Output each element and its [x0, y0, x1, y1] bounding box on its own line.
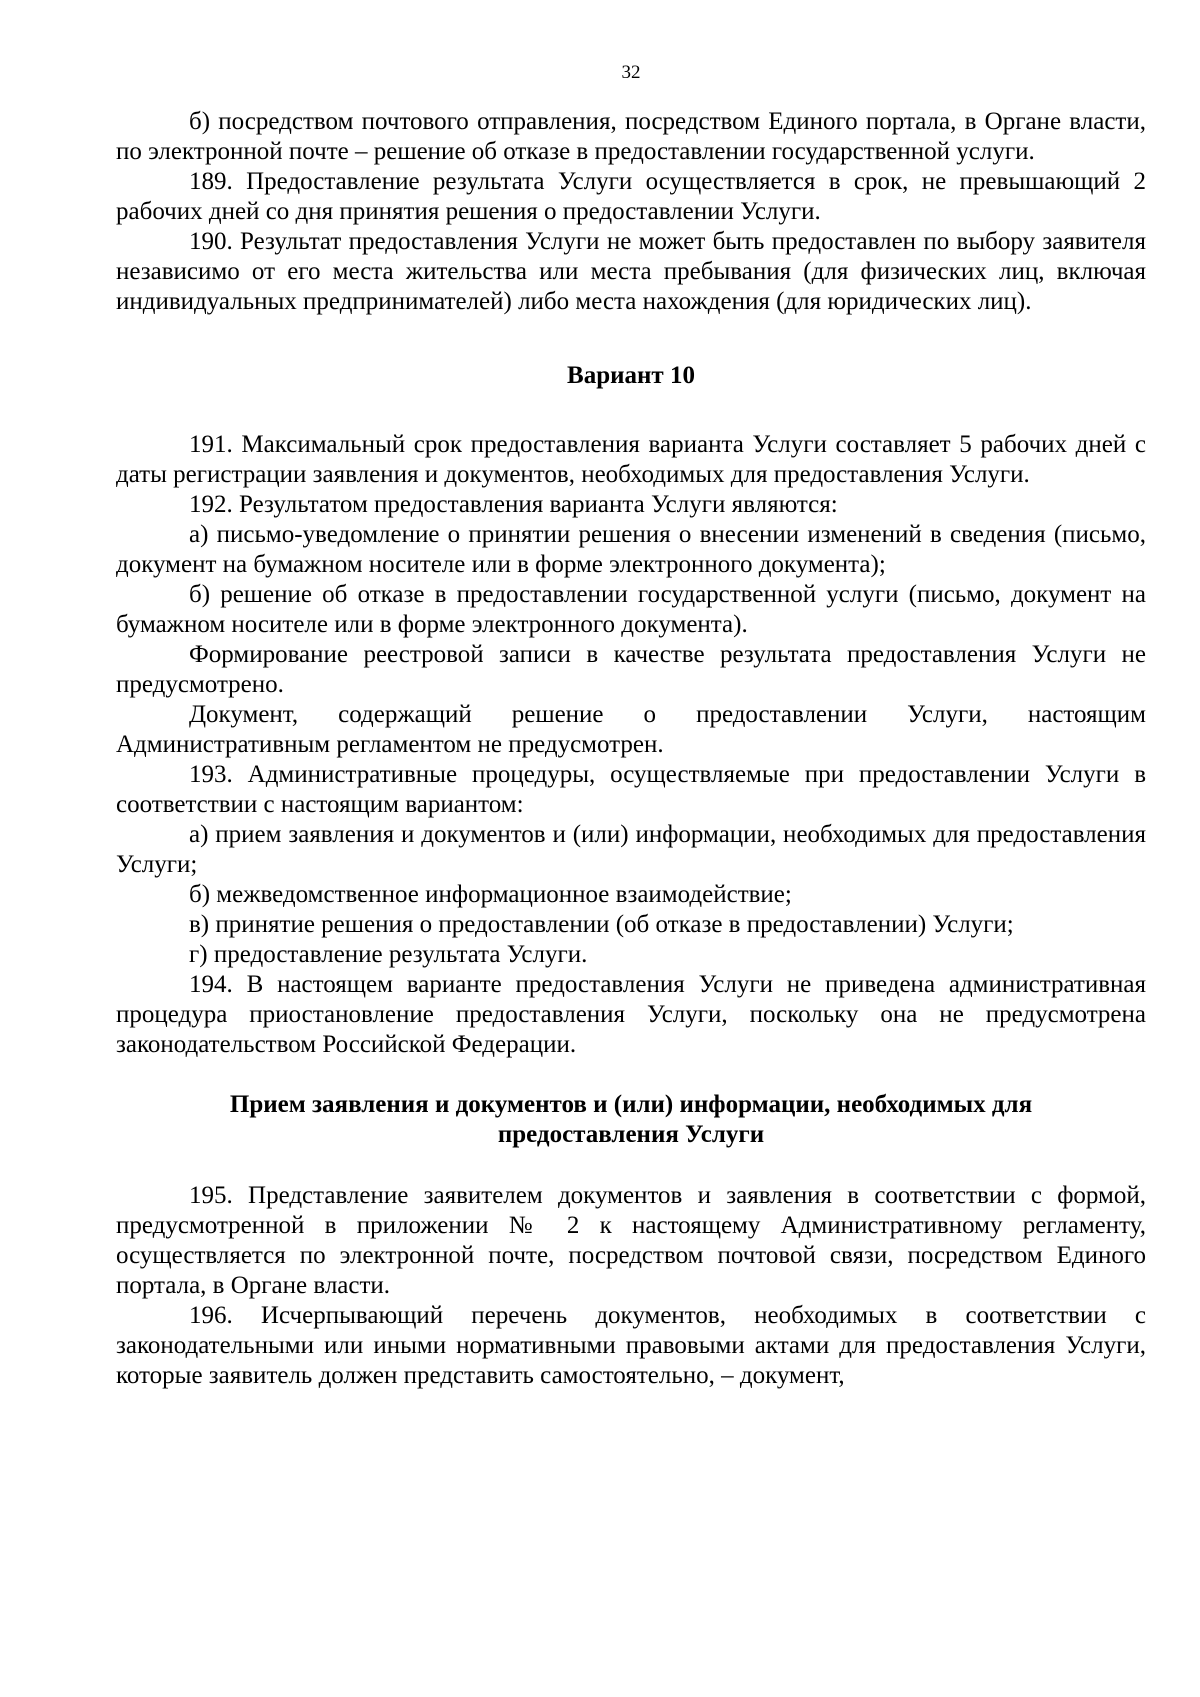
- paragraph-192-a: а) письмо-уведомление о принятии решения о внесении изменений в сведения (письмо, документ на бумажном носителе или в форме электронного документа);: [116, 521, 1146, 578]
- paragraph-registry-record: Формирование реестровой записи в качестве результата предоставления Услуги не предусмотрено.: [116, 641, 1146, 698]
- paragraph-193: 193. Административные процедуры, осуществляемые при предоставлении Услуги в соответствии с настоящим вариантом:: [116, 761, 1146, 818]
- section-heading-application-intake: Прием заявления и документов и (или) информации, необходимых для предоставления Услуги: [229, 1091, 1033, 1148]
- paragraph-193-a: а) прием заявления и документов и (или) информации, необходимых для предоставления Услуги;: [116, 821, 1146, 878]
- paragraph-193-d: г) предоставление результата Услуги.: [189, 941, 588, 968]
- paragraph-190: 190. Результат предоставления Услуги не может быть предоставлен по выбору заявителя независимо от его места жительства или места пребывания (для физических лиц, включая индивидуальных предпринимателей) либо места нахождения (для юридических лиц).: [116, 228, 1146, 315]
- paragraph-193-b: б) межведомственное информационное взаимодействие;: [189, 881, 792, 908]
- page-number: 32: [621, 62, 641, 83]
- paragraph-196: 196. Исчерпывающий перечень документов, необходимых в соответствии с законодательными или иными нормативными правовыми актами для предоставления Услуги, которые заявитель должен представить самостоятельно, – документ,: [116, 1302, 1146, 1389]
- paragraph-193-c: в) принятие решения о предоставлении (об отказе в предоставлении) Услуги;: [189, 911, 1014, 938]
- document-page: [116, 62, 1146, 1391]
- paragraph-195: 195. Представление заявителем документов и заявления в соответствии с формой, предусмотренной в приложении № 2 к настоящему Административному регламенту, осуществляется по электронной почте, посредством почтовой связи, посредством Единого портала, в Органе власти.: [116, 1182, 1146, 1299]
- paragraph-191: 191. Максимальный срок предоставления варианта Услуги составляет 5 рабочих дней с даты регистрации заявления и документов, необходимых для предоставления Услуги.: [116, 431, 1146, 488]
- paragraph-b-refusal-delivery: б) посредством почтового отправления, посредством Единого портала, в Органе власти, по электронной почте – решение об отказе в предоставлении государственной услуги.: [116, 108, 1146, 165]
- section-heading-variant-10: Вариант 10: [567, 362, 695, 389]
- paragraph-192-b: б) решение об отказе в предоставлении государственной услуги (письмо, документ на бумажном носителе или в форме электронного документа).: [116, 581, 1146, 638]
- paragraph-decision-document: Документ, содержащий решение о предоставлении Услуги, настоящим Административным регламентом не предусмотрен.: [116, 701, 1146, 758]
- paragraph-194: 194. В настоящем варианте предоставления Услуги не приведена административная процедура приостановление предоставления Услуги, поскольку она не предусмотрена законодательством Российской Федерации.: [116, 971, 1146, 1058]
- paragraph-192: 192. Результатом предоставления варианта Услуги являются:: [189, 491, 838, 518]
- paragraph-189: 189. Предоставление результата Услуги осуществляется в срок, не превышающий 2 рабочих дней со дня принятия решения о предоставлении Услуги.: [116, 168, 1146, 225]
